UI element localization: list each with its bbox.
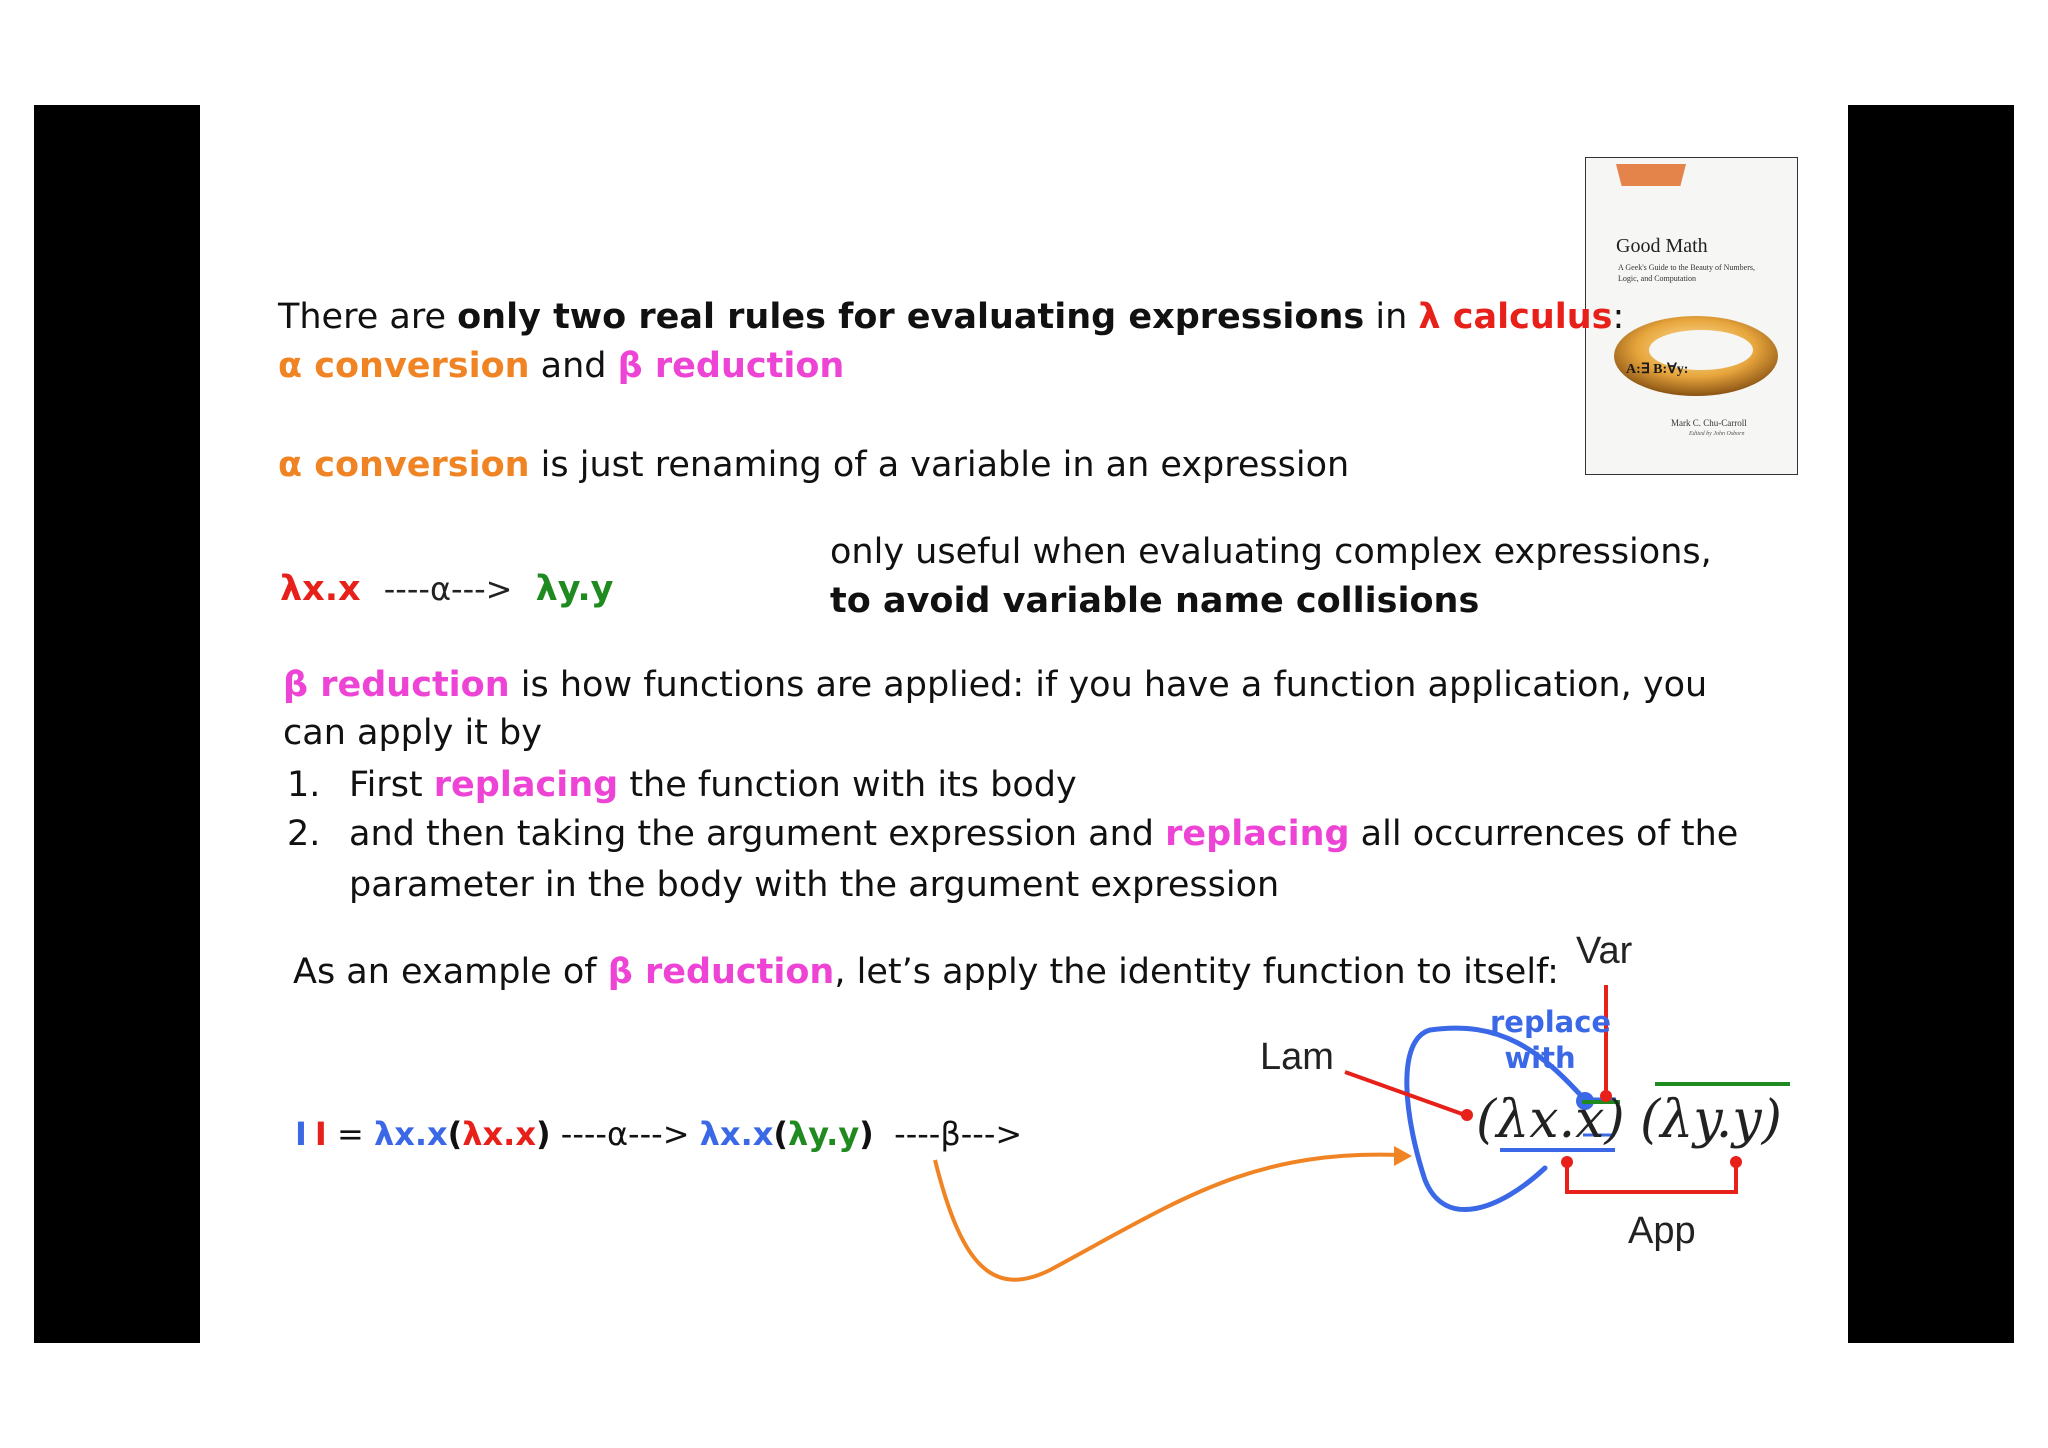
orange-arrowhead: [1394, 1146, 1412, 1166]
beta-arrow: ----β--->: [873, 1115, 1023, 1153]
lam-label: Lam: [1260, 1036, 1334, 1078]
with-word: with: [1504, 1041, 1576, 1075]
list-text: and then taking the argument expression and: [349, 814, 1166, 854]
alpha-arrow: ----α--->: [550, 1115, 700, 1153]
svg-text:A:∃ B:∀y:: A:∃ B:∀y:: [1626, 362, 1689, 377]
list-number: 2.: [287, 814, 321, 854]
replace-word: replace: [1490, 1005, 1612, 1039]
alpha-note-line2: to avoid variable name collisions: [830, 581, 1480, 621]
replace-with-label: [1490, 1004, 1612, 1076]
beta-reduction-term: β reduction: [607, 952, 835, 992]
beta-reduction-term: β reduction: [283, 665, 510, 705]
list-item-2-line2: parameter in the body with the argument expression: [349, 865, 1280, 905]
alpha-conversion-term: α conversion: [278, 346, 530, 386]
beta-reduction-term: β reduction: [617, 346, 845, 386]
formula-term: λx.x: [373, 1115, 448, 1153]
identity-symbol: I: [295, 1115, 307, 1153]
intro-text: There are: [278, 297, 458, 337]
example-text: As an example of: [293, 952, 608, 992]
paren: (: [447, 1115, 463, 1153]
paren: ): [535, 1115, 551, 1153]
example-text: , let’s apply the identity function to itself:: [834, 952, 1559, 992]
formula-term: λx.x: [462, 1115, 536, 1153]
alpha-arrow: ----α--->: [383, 570, 513, 608]
paren: (: [773, 1115, 788, 1153]
orange-curve-arrow: [935, 1155, 1400, 1280]
list-number: 1.: [287, 765, 321, 805]
lam-pointer-dot: [1461, 1109, 1473, 1121]
expr-lambda-left: (λx.x): [1476, 1090, 1625, 1150]
intro-text: and: [529, 346, 618, 386]
intro-emphasis: only two real rules for evaluating expressions: [457, 297, 1365, 337]
list-text: First: [349, 765, 434, 805]
expr-lambda-right: (λy.y): [1640, 1090, 1782, 1150]
book-editor: Edited by John Osborn: [1689, 431, 1745, 437]
identity-symbol: I: [314, 1115, 327, 1153]
alpha-definition-text: is just renaming of a variable in an expression: [529, 445, 1350, 485]
var-label: Var: [1576, 930, 1633, 972]
list-text: all occurrences of the: [1349, 814, 1739, 854]
beta-definition-text: is how functions are applied: if you have a function application, you: [509, 665, 1708, 705]
app-bracket-dot-right: [1730, 1156, 1742, 1168]
alpha-example-rhs: λy.y: [535, 569, 614, 609]
app-bracket-dot-left: [1561, 1156, 1573, 1168]
alpha-example-lhs: λx.x: [280, 569, 361, 609]
book-title: Good Math: [1616, 235, 1708, 257]
intro-text: in: [1364, 297, 1419, 337]
app-label: App: [1628, 1210, 1696, 1252]
formula-term: λy.y: [787, 1115, 860, 1153]
replacing-term: replacing: [1165, 814, 1350, 854]
list-text: the function with its body: [618, 765, 1077, 805]
replacing-term: replacing: [433, 765, 619, 805]
paren: ): [859, 1115, 874, 1153]
app-bracket: [1567, 1162, 1736, 1192]
equals-sign: =: [326, 1115, 374, 1153]
alpha-conversion-term: α conversion: [278, 445, 530, 485]
beta-definition-line2: can apply it by: [283, 713, 542, 753]
alpha-note-line1: only useful when evaluating complex expressions,: [830, 532, 1712, 572]
book-subtitle: A Geek's Guide to the Beauty of Numbers, Logic, and Computation: [1618, 263, 1755, 283]
lambda-calculus-term: λ calculus: [1418, 297, 1613, 337]
formula-term: λx.x: [699, 1115, 774, 1153]
book-author: Mark C. Chu-Carroll: [1671, 418, 1747, 428]
intro-text: :: [1612, 297, 1625, 337]
